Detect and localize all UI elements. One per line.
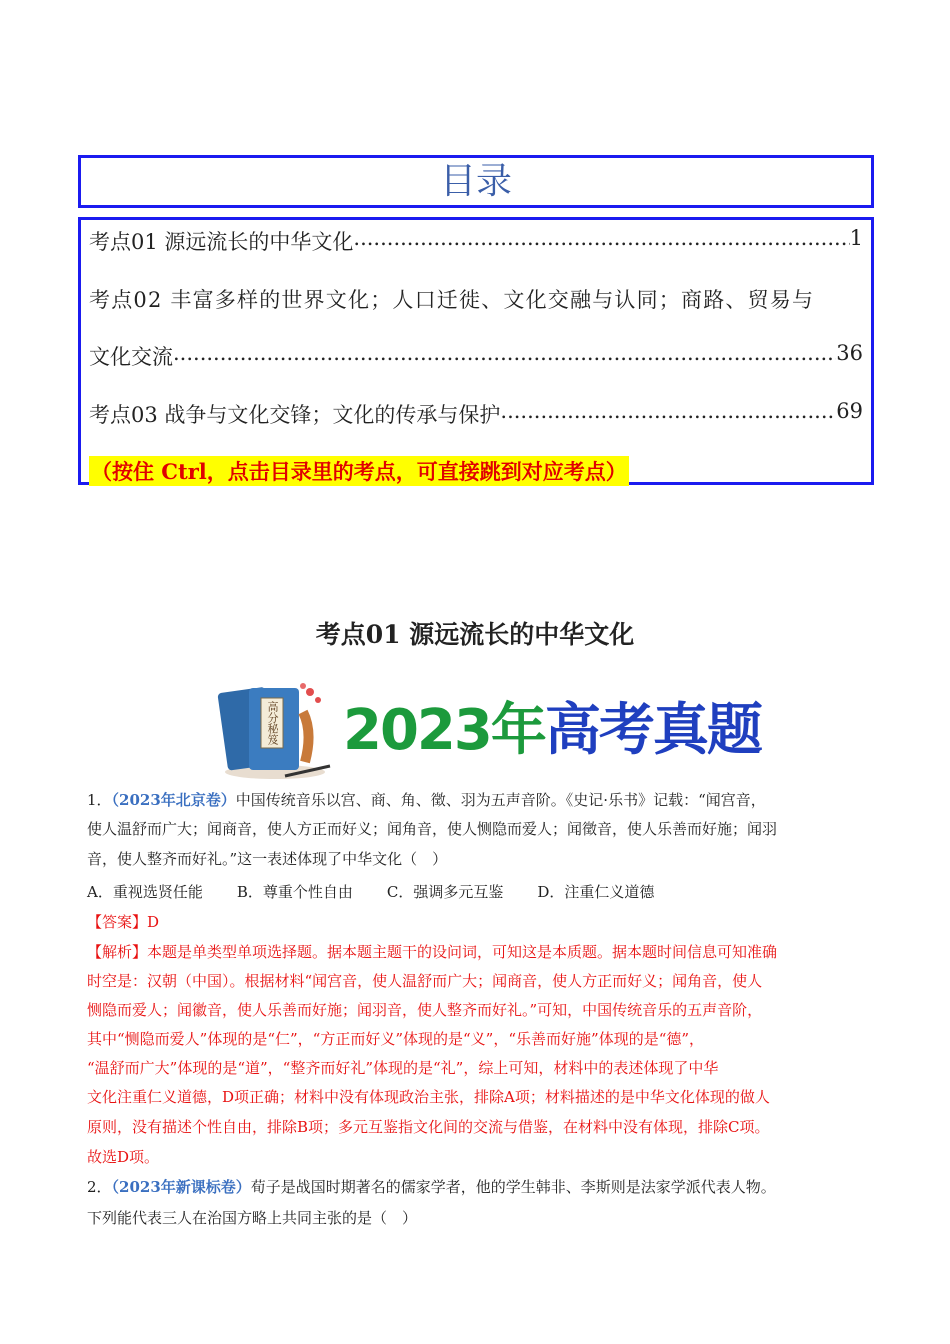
book-cover-label: 高分秘笈 bbox=[266, 701, 279, 745]
toc-leader bbox=[353, 226, 849, 256]
toc-item-2[interactable] bbox=[89, 284, 863, 314]
analysis-line-8: 故选D项。 bbox=[87, 1148, 160, 1166]
option-b[interactable]: B．尊重个性自由 bbox=[236, 883, 353, 901]
analysis-text: 本题是单类型单项选择题。据本题主题干的设问词，可知这是本质题。据本题时间信息可知准确 bbox=[147, 943, 778, 961]
option-c[interactable]: C．强调多元互鉴 bbox=[386, 883, 504, 901]
toc-page: 36 bbox=[836, 341, 863, 365]
analysis-line-5: “温舒而广大”体现的是“道”，“整齐而好礼”体现的是“礼”，综上可知，材料中的表述体现了中华 bbox=[87, 1059, 719, 1077]
question-1-options bbox=[87, 882, 688, 902]
banner-title bbox=[343, 686, 761, 766]
analysis-line-7: 原则，没有描述个性自由，排除B项；多元互鉴指文化间的交流与借鉴，在材料中没有体现，排除C项。 bbox=[87, 1118, 770, 1136]
toc-item-3[interactable] bbox=[89, 399, 863, 429]
section-title: 考点01 源远流长的中华文化 bbox=[315, 620, 635, 649]
question-number: 1． bbox=[87, 791, 112, 809]
question-number: 2． bbox=[87, 1178, 112, 1196]
analysis-line-3: 恻隐而爱人；闻徽音，使人乐善而好施；闻羽音，使人整齐而好礼。”可知，中国传统音乐的五声音阶， bbox=[87, 1001, 763, 1019]
toc-leader bbox=[500, 399, 836, 429]
toc-item-1[interactable] bbox=[89, 226, 863, 256]
ctrl-click-hint: （按住 Ctrl，点击目录里的考点，可直接跳到对应考点） bbox=[89, 456, 629, 486]
banner-year: 2023年 bbox=[343, 698, 545, 763]
option-a[interactable]: A．重视选贤任能 bbox=[87, 883, 203, 901]
question-text: 荀子是战国时期著名的儒家学者，他的学生韩非、李斯则是法家学派代表人物。 bbox=[250, 1178, 776, 1196]
analysis-line-4: 其中“恻隐而爱人”体现的是“仁”，“方正而好义”体现的是“义”，“乐善而好施”体现的是“德”， bbox=[87, 1030, 705, 1048]
question-source: （2023年新课标卷） bbox=[111, 1178, 251, 1196]
toc-title: 目录 bbox=[439, 161, 512, 202]
question-2-line-1 bbox=[87, 1177, 776, 1197]
toc-label: 考点02 丰富多样的世界文化；人口迁徙、文化交融与认同；商路、贸易与 bbox=[89, 288, 815, 312]
toc-item-2-cont[interactable] bbox=[89, 341, 863, 371]
question-1-line-2: 使人温舒而广大；闻商音，使人方正而好义；闻角音，使人恻隐而爱人；闻徵音，使人乐善而好施；闻羽 bbox=[87, 820, 778, 838]
toc-page: 1 bbox=[849, 226, 863, 250]
question-source: （2023年北京卷） bbox=[111, 791, 236, 809]
analysis-line-2: 时空是：汉朝（中国）。根据材料“闻宫音，使人温舒而广大；闻商音，使人方正而好义；闻角音，使人 bbox=[87, 972, 763, 990]
analysis-label: 【解析】 bbox=[87, 943, 148, 961]
toc-label: 考点01 源远流长的中华文化 bbox=[89, 230, 354, 254]
banner-text: 高考真题 bbox=[544, 698, 761, 763]
toc-title-box bbox=[78, 155, 874, 208]
question-1-line-1 bbox=[87, 790, 766, 810]
answer: 【答案】D bbox=[87, 913, 160, 931]
question-text: 中国传统音乐以宫、商、角、徵、羽为五声音阶。《史记·乐书》记载：“闻宫音， bbox=[235, 791, 766, 809]
toc-page: 69 bbox=[836, 399, 863, 423]
table-of-contents bbox=[78, 217, 874, 485]
analysis-line-6: 文化注重仁义道德，D项正确；材料中没有体现政治主张，排除A项；材料描述的是中华文化体现的做人 bbox=[87, 1088, 770, 1106]
option-d[interactable]: D．注重仁义道德 bbox=[537, 883, 655, 901]
toc-leader bbox=[173, 341, 836, 371]
question-2-line-2: 下列能代表三人在治国方略上共同主张的是（ ） bbox=[87, 1209, 418, 1227]
analysis-line-1 bbox=[87, 942, 777, 962]
toc-label: 考点03 战争与文化交锋；文化的传承与保护 bbox=[89, 403, 501, 427]
exam-banner bbox=[215, 672, 761, 782]
question-1-line-3: 音，使人整齐而好礼。”这一表述体现了中华文化（ ） bbox=[87, 850, 448, 868]
toc-label: 文化交流 bbox=[89, 345, 173, 369]
